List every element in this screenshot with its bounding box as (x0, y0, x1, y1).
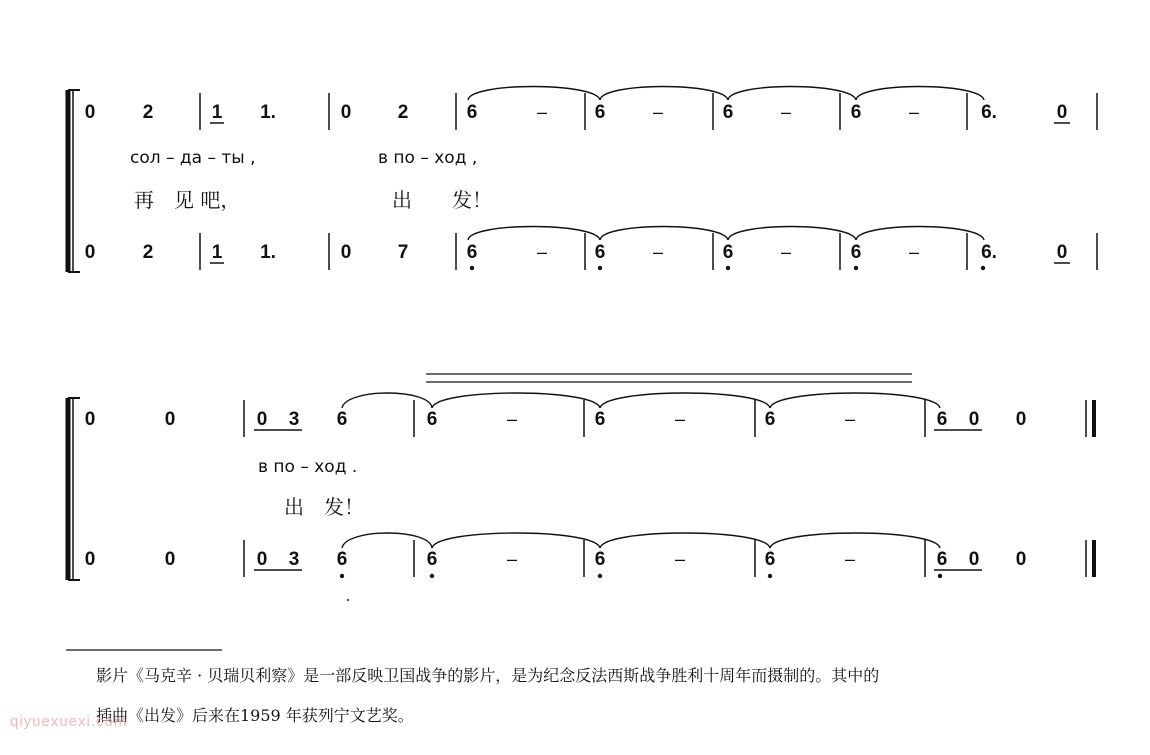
note: 2 (142, 102, 154, 123)
note: 7 (397, 242, 409, 263)
dash: – (844, 549, 856, 569)
note: 6 (936, 549, 948, 570)
lyric-ru: в по – ход . (258, 457, 358, 477)
note: 0 (84, 409, 96, 430)
system2-bottom-barlines (244, 540, 1094, 577)
lyric-ru: сол – да – ты , (130, 148, 256, 168)
note: 1 (211, 242, 223, 263)
hairpin-lines (426, 374, 912, 382)
dash: – (908, 242, 920, 262)
dash: – (780, 242, 792, 262)
note: 0 (256, 409, 268, 430)
note: 2 (142, 242, 154, 263)
note: 6 (936, 409, 948, 430)
system1-top-barlines (200, 93, 1097, 130)
system1-bottom-slurs (468, 227, 984, 241)
note: 0 (164, 549, 176, 570)
note: 6 (764, 409, 776, 430)
note: 6 (594, 242, 606, 263)
note: 6. (981, 242, 997, 263)
note: 0 (256, 549, 268, 570)
note: 2 (397, 102, 409, 123)
note: 6 (722, 102, 734, 123)
note: 1. (260, 242, 276, 263)
dash: – (844, 409, 856, 429)
note: 0 (340, 242, 352, 263)
note: 3 (288, 549, 300, 570)
note: 0 (84, 102, 96, 123)
note: 0 (84, 549, 96, 570)
note: 3 (288, 409, 300, 430)
system2-top-slurs (342, 393, 940, 408)
note: 6 (336, 549, 348, 570)
dash: – (652, 242, 664, 262)
dash: – (780, 102, 792, 122)
note: 6. (981, 102, 997, 123)
system2-top-barlines (244, 400, 1094, 437)
note: 6 (722, 242, 734, 263)
footnote-line: 影片《马克辛 · 贝瑞贝利察》是一部反映卫国战争的影片，是为纪念反法西斯战争胜利十周年而摄制的。其中的 (96, 666, 880, 685)
note: 6 (850, 102, 862, 123)
note: 0 (1056, 102, 1068, 123)
note: 6 (850, 242, 862, 263)
note: 1. (260, 102, 276, 123)
note: 0 (164, 409, 176, 430)
lyric-cn: 出 发！ (284, 495, 364, 519)
note: 6 (764, 549, 776, 570)
lyric-cn: 出 发！ (392, 188, 492, 212)
note: 0 (968, 409, 980, 430)
dash: – (674, 409, 686, 429)
dash: – (506, 549, 518, 569)
note: 0 (1015, 549, 1027, 570)
note: 0 (1056, 242, 1068, 263)
note: 0 (340, 102, 352, 123)
system2-bottom-slurs (342, 533, 940, 548)
dash: – (908, 102, 920, 122)
dash: – (506, 409, 518, 429)
system1-top-slurs (468, 87, 984, 101)
note: 6 (466, 102, 478, 123)
note: 6 (466, 242, 478, 263)
note: 0 (968, 549, 980, 570)
note: 6 (594, 102, 606, 123)
dash: – (536, 242, 548, 262)
note: 6 (594, 549, 606, 570)
note: 6 (594, 409, 606, 430)
note: 1 (211, 102, 223, 123)
system1-bottom-barlines (200, 233, 1097, 270)
dash: – (536, 102, 548, 122)
lyric-cn: 再 见 吧， (134, 188, 241, 212)
dash: – (652, 102, 664, 122)
footnote-line: 插曲《出发》后来在1959 年获列宁文艺奖。 (96, 706, 414, 725)
note: 6 (426, 549, 438, 570)
note: 6 (426, 409, 438, 430)
note: 0 (1015, 409, 1027, 430)
note: 6 (336, 409, 348, 430)
note: 0 (84, 242, 96, 263)
lyric-ru: в по – ход , (378, 148, 478, 168)
watermark: qiyuexuexi.com (10, 713, 128, 730)
dash: – (674, 549, 686, 569)
